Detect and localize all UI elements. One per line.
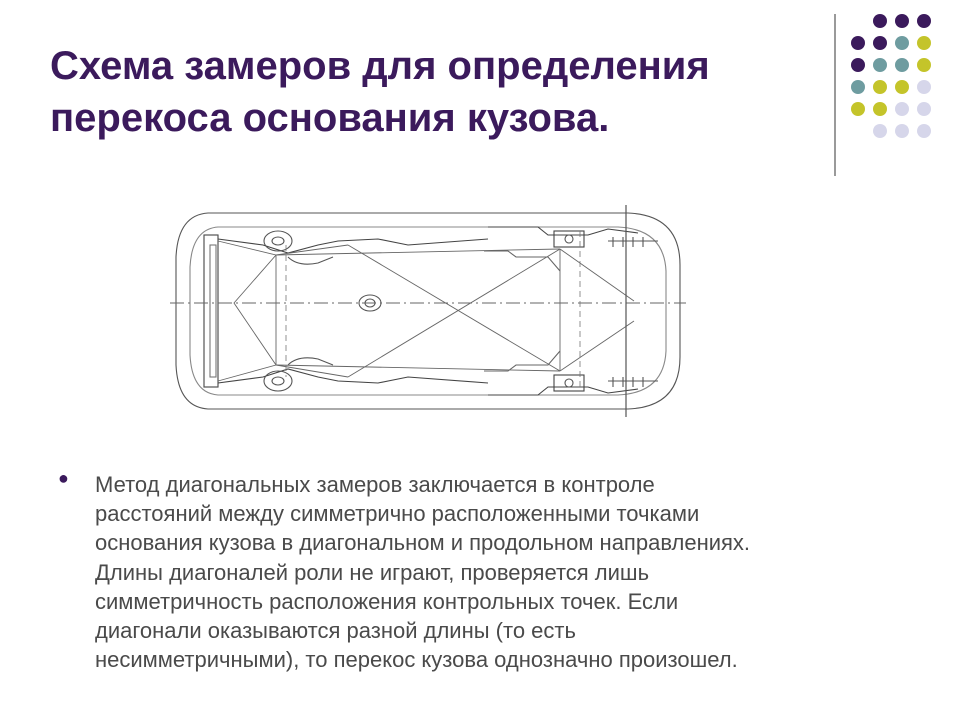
decorative-dot: [917, 36, 931, 50]
decorative-dot: [873, 58, 887, 72]
decorative-dot: [851, 102, 865, 116]
bullet-line: расстояний между симметрично расположенными точками: [95, 501, 700, 527]
measure-line: [560, 321, 634, 371]
decorative-dot: [873, 36, 887, 50]
decorative-dot: [895, 58, 909, 72]
decorative-dot: [895, 124, 909, 138]
decorative-dot: [917, 14, 931, 28]
slide-title-line: Схема замеров для определения: [50, 44, 710, 88]
measure-line: [560, 249, 634, 301]
bullet-line: основания кузова в диагональном и продольном направлениях.: [95, 530, 751, 556]
front-wheel-top: [264, 231, 292, 251]
decorative-dot: [873, 14, 887, 28]
decorative-dot: [873, 124, 887, 138]
decorative-dot: [917, 102, 931, 116]
car-underbody-diagram: [168, 205, 688, 417]
decorative-dot: [851, 58, 865, 72]
decorative-dot: [917, 80, 931, 94]
decorative-dot: [895, 14, 909, 28]
rear-mount-top: [554, 231, 584, 247]
measure-diagonal-1: [348, 245, 560, 371]
bullet-line: Длины диагоналей роли не играют, проверяется лишь: [95, 559, 650, 585]
decorative-dot: [851, 36, 865, 50]
front-wheel-bottom: [264, 371, 292, 391]
decorative-dot: [873, 102, 887, 116]
bullet-line: симметричность расположения контрольных точек. Если: [95, 588, 679, 614]
rear-mount-bottom: [554, 375, 584, 391]
decorative-dot: [895, 102, 909, 116]
decorative-dot: [917, 58, 931, 72]
decorative-dot: [851, 80, 865, 94]
divider-line: [834, 14, 836, 176]
body-outline: [176, 213, 680, 409]
decorative-dot-grid: [842, 8, 952, 158]
measure-diagonal-2: [348, 249, 560, 377]
bullet-line: Метод диагональных замеров заключается в контроле: [95, 472, 655, 497]
measure-zigzag-front: [218, 241, 276, 381]
slide-title-line: перекоса основания кузова.: [50, 96, 610, 140]
bullet-paragraph: [95, 470, 915, 674]
slide-title: [50, 40, 820, 144]
bullet-dot-icon: ●: [58, 468, 69, 488]
decorative-dot: [873, 80, 887, 94]
decorative-dot: [895, 36, 909, 50]
decorative-dot: [917, 124, 931, 138]
front-frame-rail-bottom: [218, 369, 488, 383]
bullet-line: несимметричными), то перекос кузова однозначно произошел.: [95, 647, 738, 673]
measure-line: [276, 249, 560, 255]
decorative-dot: [895, 80, 909, 94]
measure-line: [276, 365, 560, 371]
bullet-line: диагонали оказываются разной длины (то есть: [95, 618, 576, 644]
